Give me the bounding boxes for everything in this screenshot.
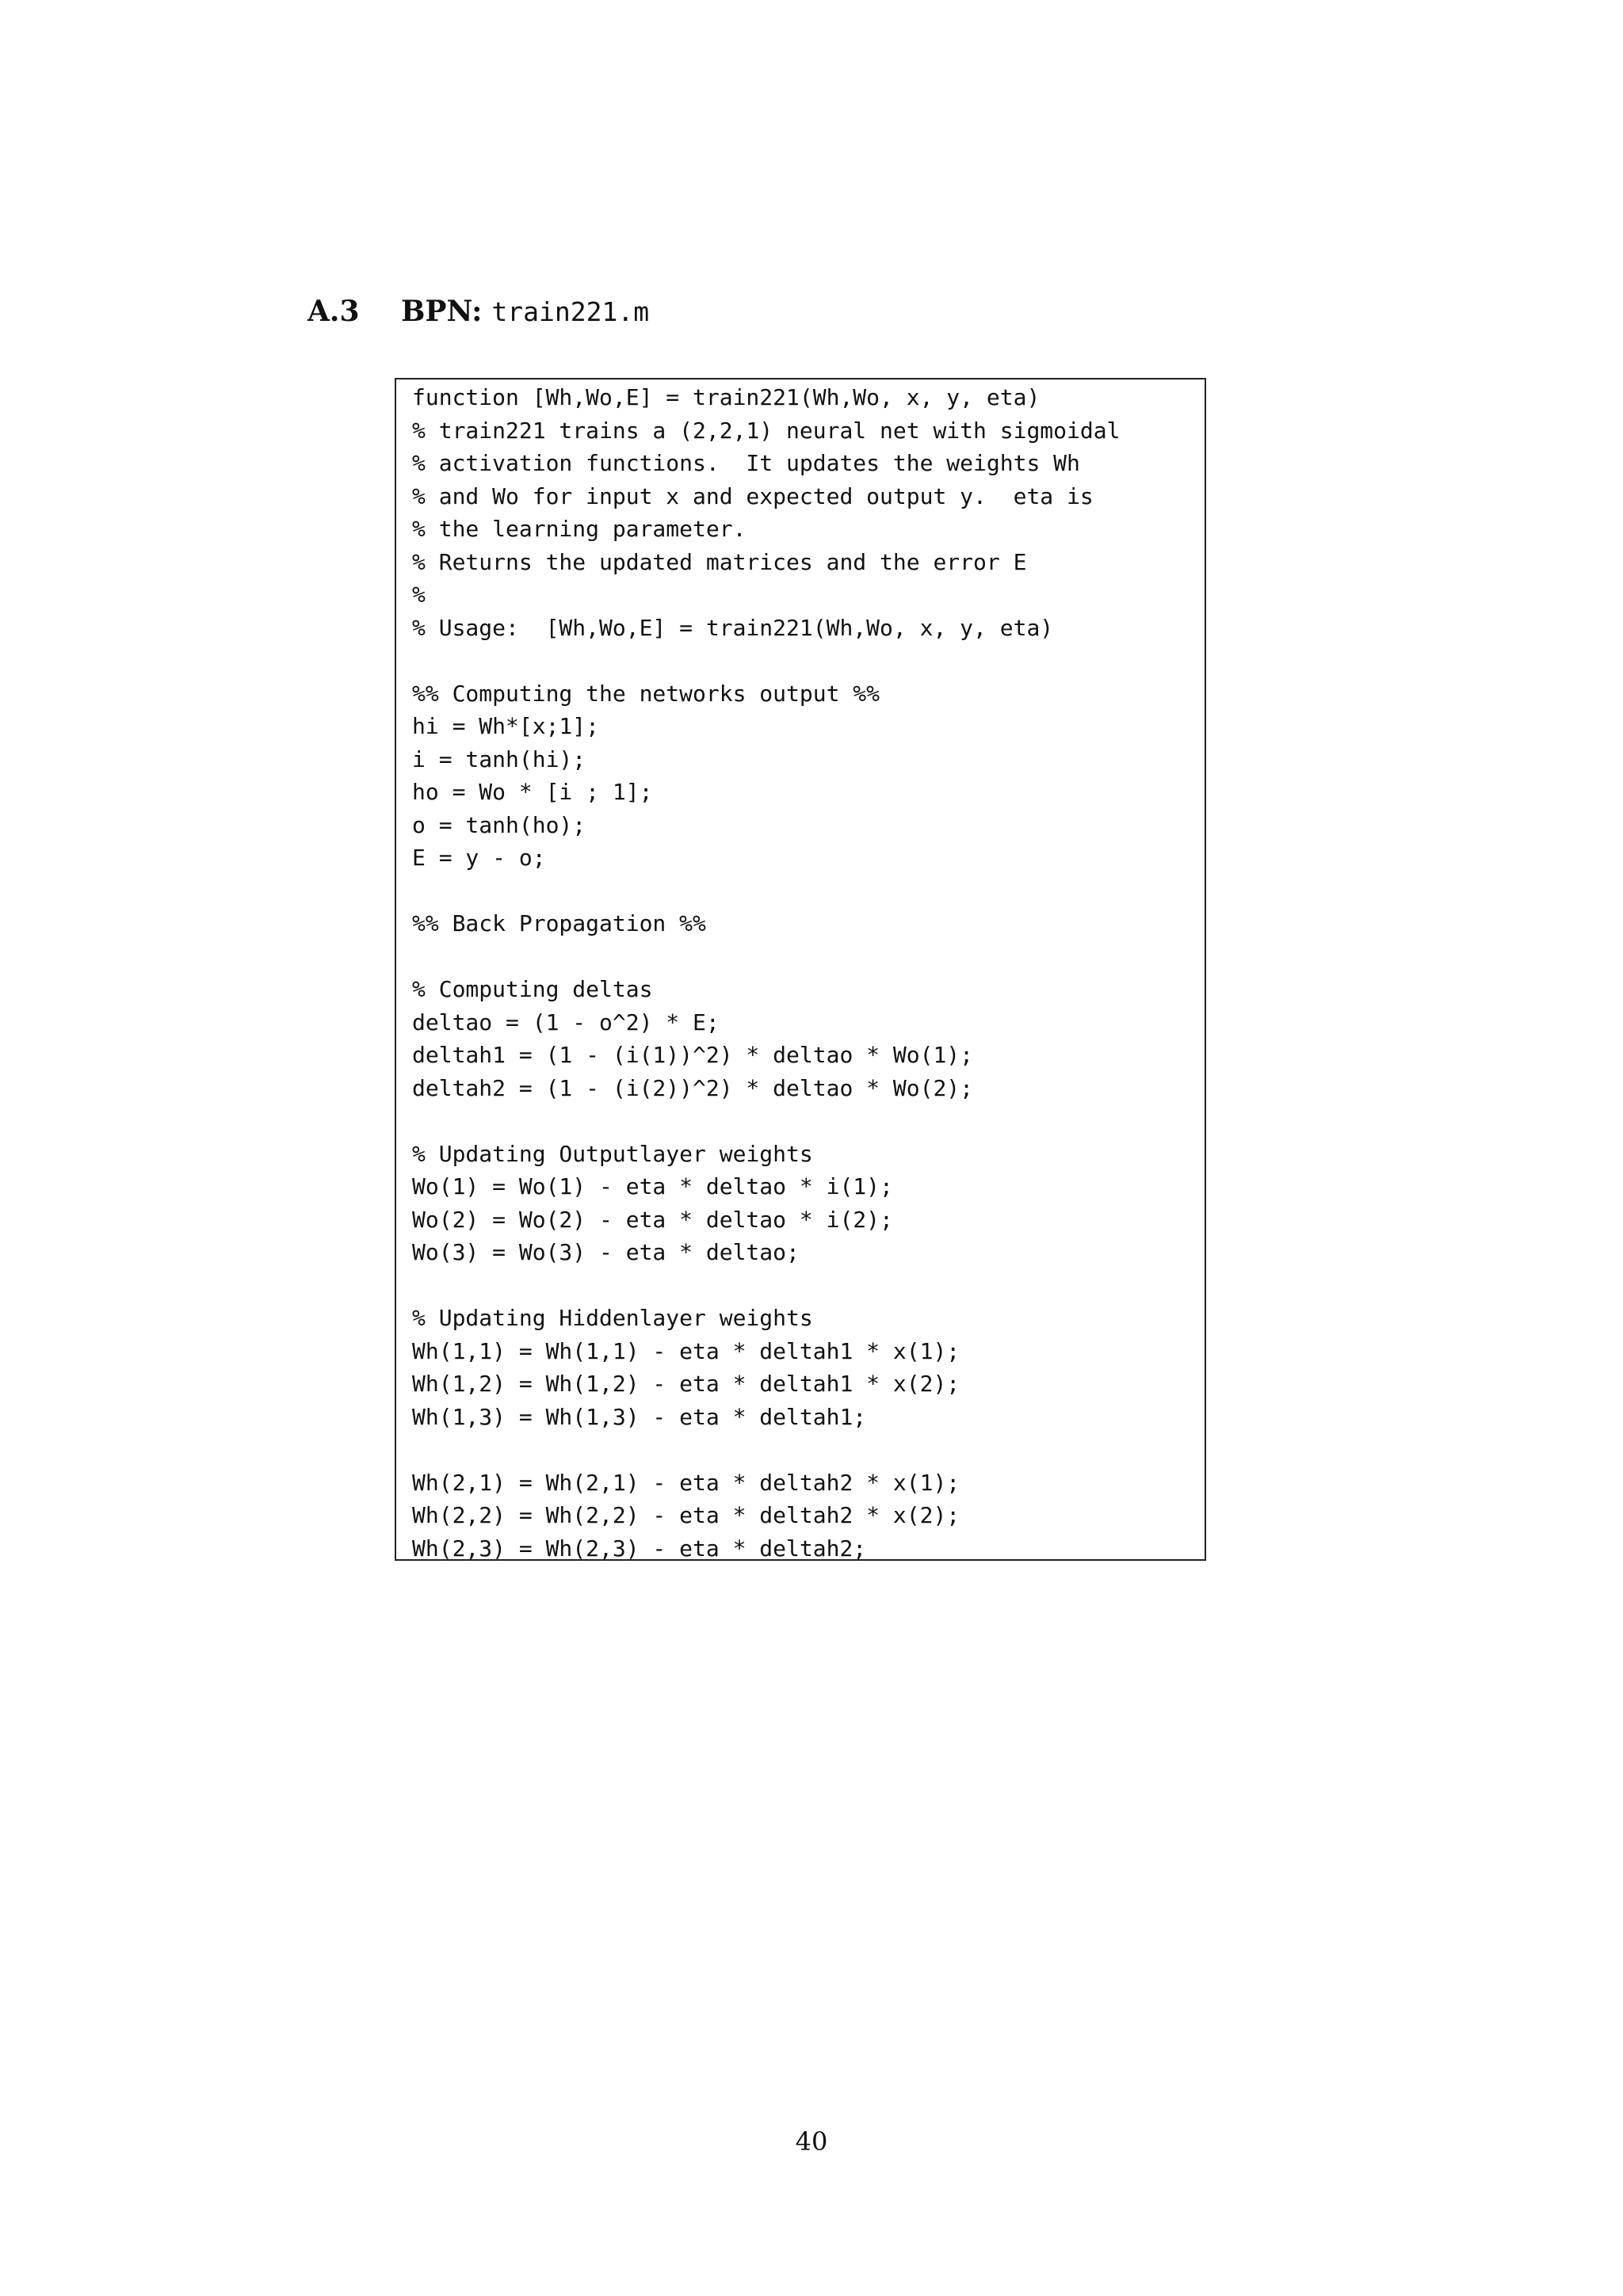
code-line: deltah1 = (1 - (i(1))^2) * deltao * Wo(1); xyxy=(412,1042,974,1068)
section-title: BPN: xyxy=(401,295,483,328)
code-line: Wh(2,2) = Wh(2,2) - eta * deltah2 * x(2); xyxy=(412,1502,960,1528)
section-number: A.3 xyxy=(307,295,360,328)
page-number: 40 xyxy=(795,2126,828,2157)
code-line: % Returns the updated matrices and the error E xyxy=(412,548,1027,575)
code-line: Wh(1,2) = Wh(1,2) - eta * deltah1 * x(2); xyxy=(412,1371,960,1397)
code-line: % train221 trains a (2,2,1) neural net with sigmoidal xyxy=(412,417,1121,444)
code-line: hi = Wh*[x;1]; xyxy=(412,713,600,739)
code-line: % Updating Outputlayer weights xyxy=(412,1140,813,1167)
code-line: % the learning parameter. xyxy=(412,516,747,542)
code-line: Wo(1) = Wo(1) - eta * deltao * i(1); xyxy=(412,1173,893,1199)
section-filename: train221.m xyxy=(491,296,650,327)
code-line: % activation functions. It updates the weights Wh xyxy=(412,450,1080,476)
code-line: Wh(2,1) = Wh(2,1) - eta * deltah2 * x(1); xyxy=(412,1469,960,1496)
code-line: Wh(2,3) = Wh(2,3) - eta * deltah2; xyxy=(412,1535,867,1562)
code-line: Wh(1,3) = Wh(1,3) - eta * deltah1; xyxy=(412,1403,867,1430)
code-line: deltao = (1 - o^2) * E; xyxy=(412,1009,720,1035)
code-line: Wo(2) = Wo(2) - eta * deltao * i(2); xyxy=(412,1206,893,1233)
code-line: E = y - o; xyxy=(412,845,546,871)
code-line: ho = Wo * [i ; 1]; xyxy=(412,779,653,805)
code-line: function [Wh,Wo,E] = train221(Wh,Wo, x, y, eta) xyxy=(412,384,1041,410)
section-heading xyxy=(307,295,649,339)
code-line: % Updating Hiddenlayer weights xyxy=(412,1305,813,1331)
code-line: Wh(1,1) = Wh(1,1) - eta * deltah1 * x(1); xyxy=(412,1337,960,1364)
code-listing xyxy=(395,378,1206,1561)
code-line: % Usage: [Wh,Wo,E] = train221(Wh,Wo, x, y, eta) xyxy=(412,614,1054,641)
code-line: i = tanh(hi); xyxy=(412,746,586,772)
code-line: o = tanh(ho); xyxy=(412,811,586,838)
code-line: %% Computing the networks output %% xyxy=(412,680,880,707)
code-line: % Computing deltas xyxy=(412,976,653,1002)
code-line: % xyxy=(412,582,426,608)
code-line: Wo(3) = Wo(3) - eta * deltao; xyxy=(412,1239,800,1265)
code-line: % and Wo for input x and expected output y. eta is xyxy=(412,482,1094,509)
code-line: %% Back Propagation %% xyxy=(412,910,706,936)
code-line: deltah2 = (1 - (i(2))^2) * deltao * Wo(2); xyxy=(412,1074,974,1101)
